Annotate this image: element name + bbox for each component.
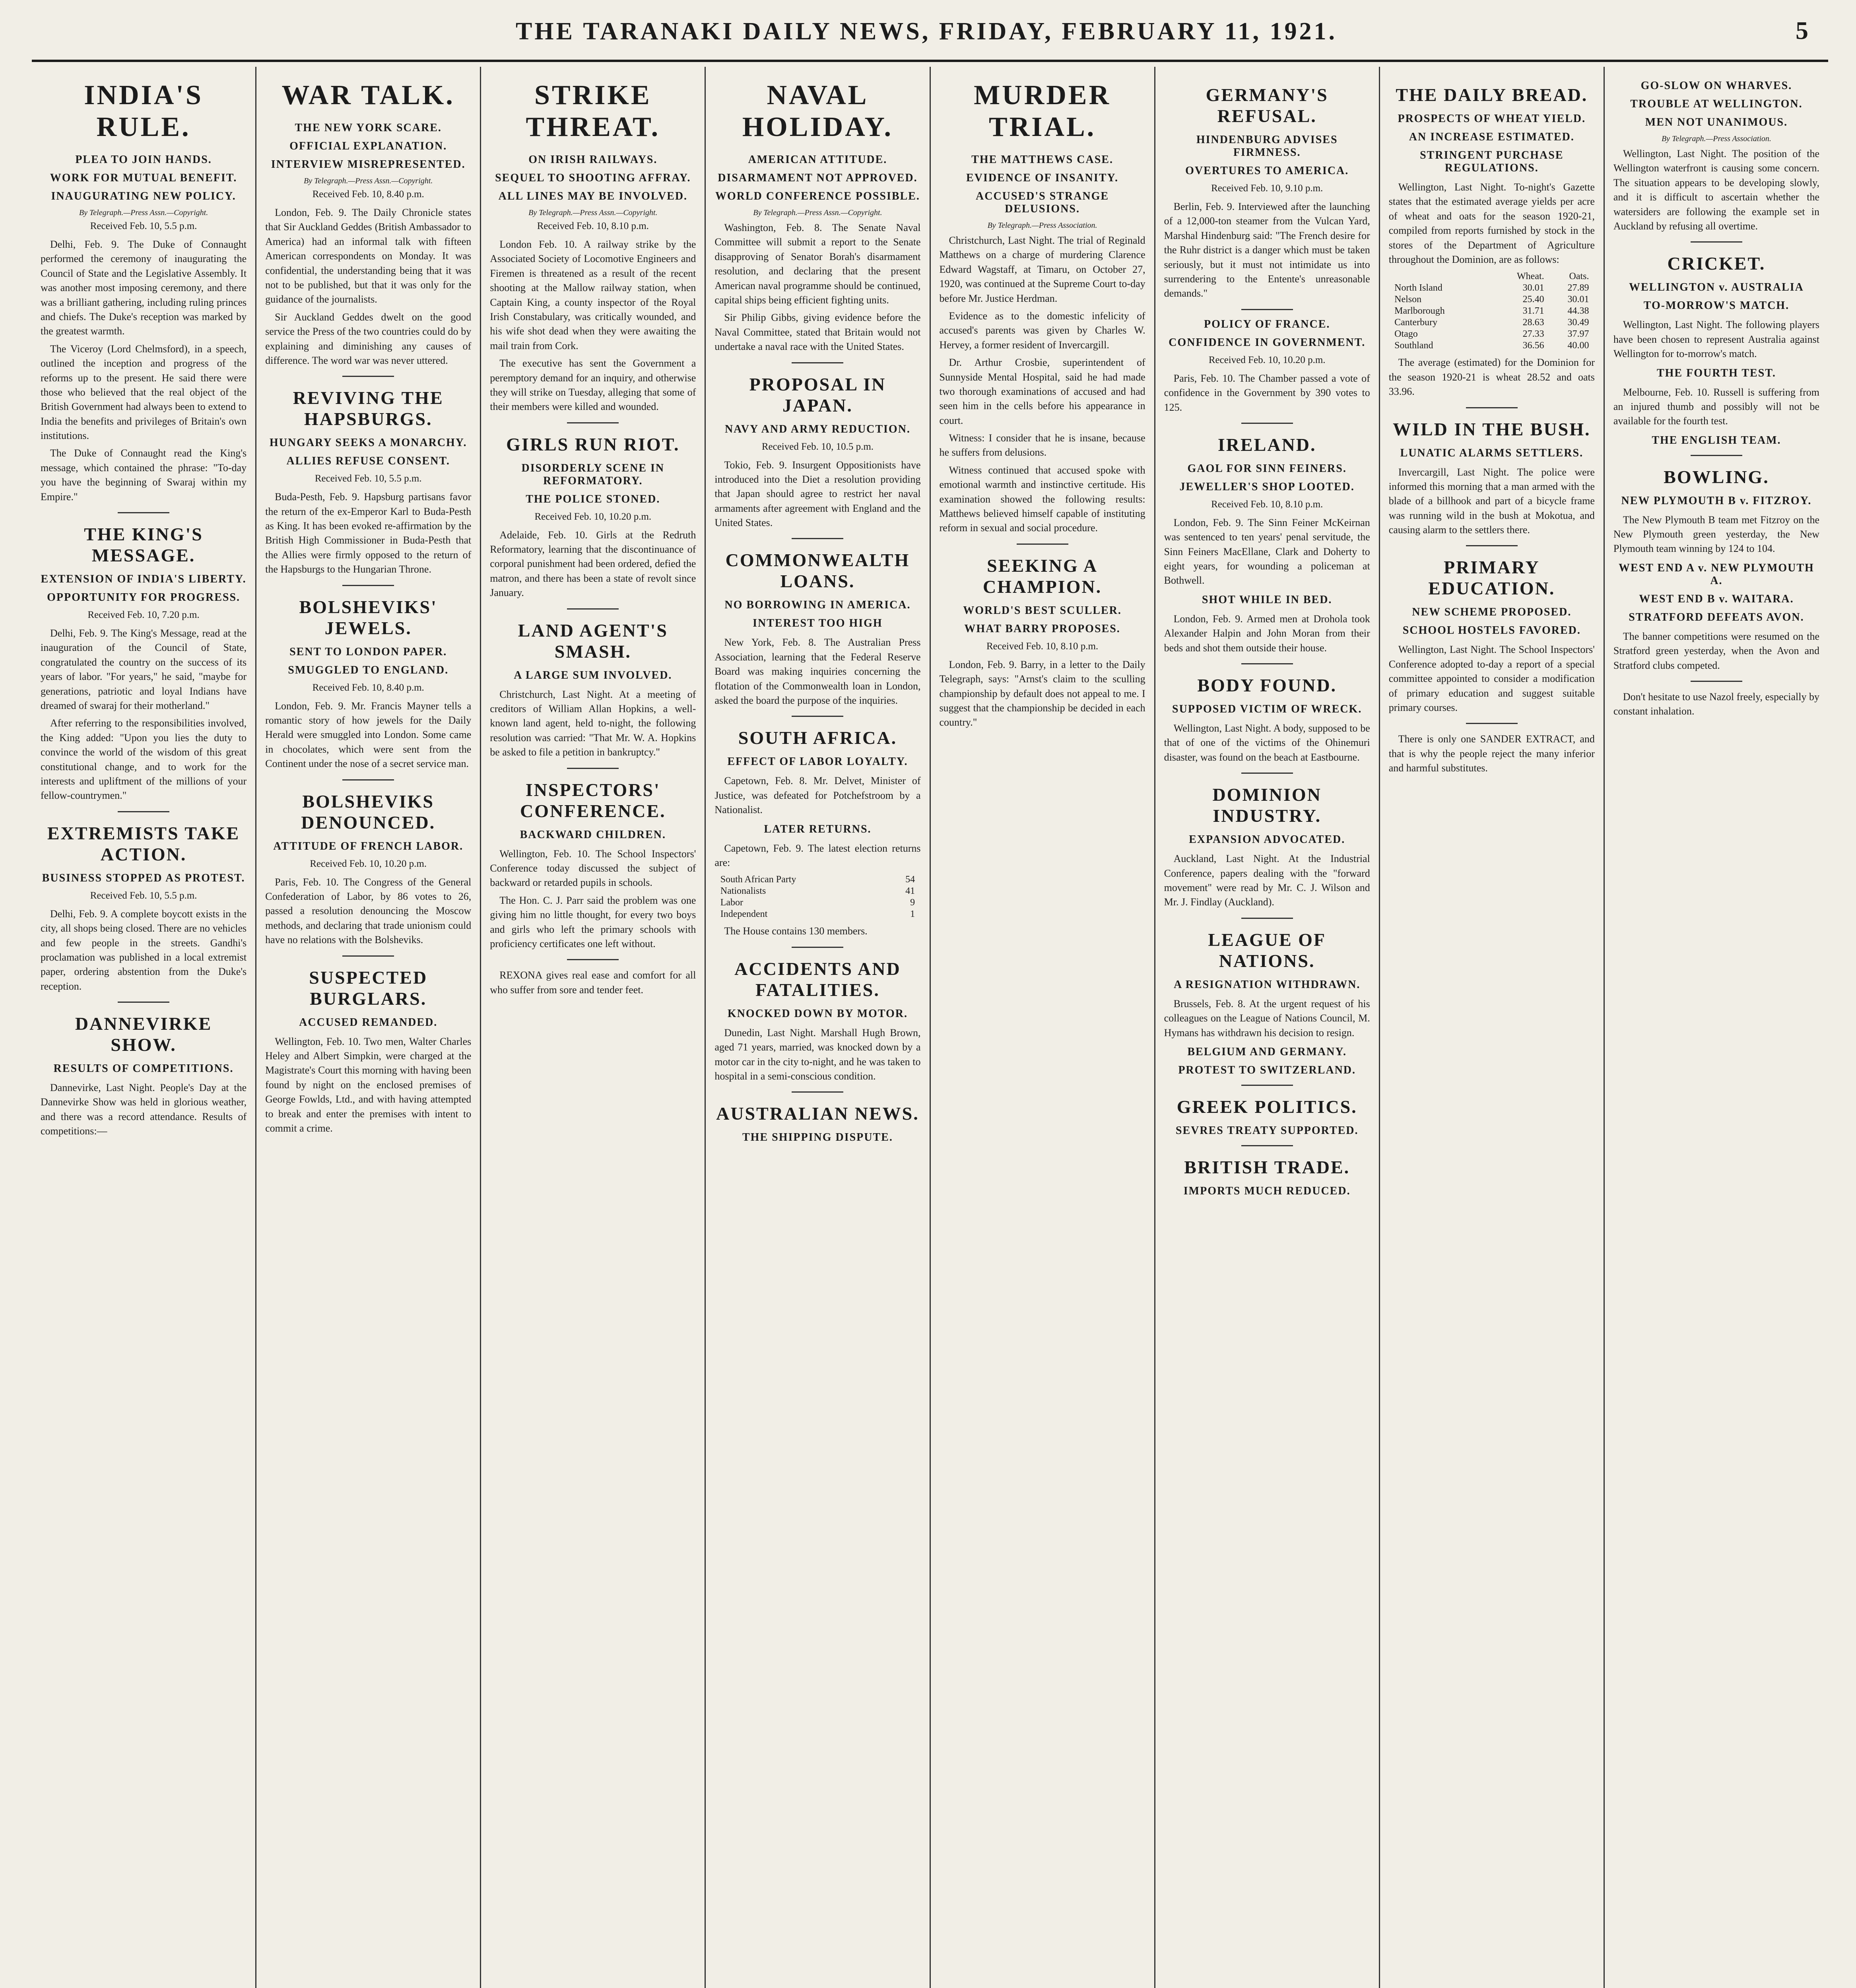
received-time: Received Feb. 10, 9.10 p.m. [1211, 183, 1323, 194]
headline: ALL LINES MAY BE INVOLVED. [498, 190, 688, 202]
headline: DISARMAMENT NOT APPROVED. [718, 172, 918, 184]
headline: NEW SCHEME PROPOSED. [1412, 606, 1572, 619]
headline: PROTEST TO SWITZERLAND. [1178, 1064, 1356, 1076]
party-name: Nationalists [720, 886, 766, 897]
headline: SENT TO LONDON PAPER. [289, 645, 447, 658]
masthead-title: THE TARANAKI DAILY NEWS, FRIDAY, FEBRUARY 11, 1921. [516, 18, 1337, 45]
separator [1241, 1145, 1293, 1146]
article-title: THE DAILY BREAD. [1396, 85, 1588, 105]
paragraph: Wellington, Feb. 10. Two men, Walter Charles Heley and Albert Simpkin, were charged at the Magistrate's Court this morning with having been found by night on the enclosed premises of George Fowlds, Ltd., and with having attempted to break and enter the premises with intent to commit a crime. [265, 1035, 472, 1134]
election-returns-table [719, 874, 916, 920]
paragraph: The executive has sent the Government a peremptory demand for an inquiry, and otherwise they will strike on Tuesday, alleging that some of their members were killed and wounded. [490, 357, 696, 413]
newspaper-columns [32, 67, 1828, 1988]
headline: THE FOURTH TEST. [1656, 367, 1776, 379]
article-title: INSPECTORS' CONFERENCE. [520, 779, 666, 821]
article-title: SEEKING A CHAMPION. [982, 555, 1102, 597]
byline: By Telegraph.—Press Assn.—Copyright. [753, 208, 882, 217]
headline: SHOT WHILE IN BED. [1202, 593, 1332, 606]
headline: NEW PLYMOUTH B v. FITZROY. [1621, 494, 1812, 507]
advertisement: REXONA gives real ease and comfort for all who suffer from sore and tender feet. [490, 969, 696, 996]
received-time: Received Feb. 10, 8.40 p.m. [312, 682, 424, 693]
paragraph: Auckland, Last Night. At the Industrial Conference, papers dealing with the "forward movement" were read by Mr. C. J. Wilson and Mr. J. Findlay (Auckland). [1164, 853, 1370, 908]
wheat-value: 28.63 [1522, 317, 1544, 328]
paragraph: Buda-Pesth, Feb. 9. Hapsburg partisans favor the return of the ex-Emperor Karl to Buda-Pesth as King. It has been evoked re-affirmation by the British High Commissioner in Buda-Pesth that the Allies were firmly opposed to the return of the Hapsburgs to the Hungarian Throne. [265, 491, 472, 575]
article-title: WILD IN THE BUSH. [1393, 419, 1591, 439]
article-title: MURDER TRIAL. [974, 80, 1111, 142]
separator [792, 947, 843, 948]
headline: EFFECT OF LABOR LOYALTY. [727, 755, 908, 768]
table-row [719, 897, 916, 909]
headline: MEN NOT UNANIMOUS. [1645, 116, 1788, 128]
separator [792, 716, 843, 717]
table-row [1393, 328, 1590, 340]
paragraph: New York, Feb. 8. The Australian Press Association, learning that the Federal Reserve Board was making inquiries concerning the flotation of the Commonwealth loan in London, asked the board the purpose of the inquiries. [714, 637, 921, 707]
headline: BACKWARD CHILDREN. [520, 828, 666, 841]
article-title: REVIVING THE HAPSBURGS. [293, 388, 444, 429]
received-time: Received Feb. 10, 8.40 p.m. [312, 189, 424, 200]
separator [1241, 663, 1293, 664]
wheat-value: 25.40 [1522, 294, 1544, 305]
paragraph: The average (estimated) for the Dominion for the season 1920-21 is wheat 28.52 and oats 33.96. [1388, 357, 1595, 398]
article-title: BOWLING. [1664, 466, 1769, 487]
separator [1691, 681, 1742, 682]
column-5 [931, 67, 1155, 1988]
headline: HINDENBURG ADVISES FIRMNESS. [1196, 134, 1338, 159]
district-name: North Island [1394, 283, 1442, 293]
article-title: AUSTRALIAN NEWS. [716, 1103, 919, 1124]
headline: NAVY AND ARMY REDUCTION. [724, 423, 911, 435]
article-title: LEAGUE OF NATIONS. [1208, 929, 1326, 971]
separator [118, 1002, 169, 1003]
paragraph: Capetown, Feb. 9. The latest election returns are: [714, 842, 921, 868]
district-name: Marlborough [1394, 306, 1445, 316]
paragraph: London, Feb. 9. The Sinn Feiner McKeirnan was sentenced to ten years' penal servitude, the Sinn Feiners MacEllane, Clark and Doherty to eight years, for wounding a policeman at Bothwell. [1164, 516, 1370, 586]
headline: THE ENGLISH TEAM. [1652, 434, 1781, 447]
received-time: Received Feb. 10, 5.5 p.m. [90, 221, 197, 231]
headline: SEQUEL TO SHOOTING AFFRAY. [495, 172, 691, 184]
headline: TO-MORROW'S MATCH. [1643, 299, 1790, 312]
received-time: Received Feb. 10, 10.20 p.m. [534, 511, 652, 522]
paragraph: Paris, Feb. 10. The Congress of the General Confederation of Labor, by 86 votes to 26, passed a resolution denouncing the Moscow methods, and declaring that trade unionism could have no relations with the Bolsheviks. [265, 876, 472, 946]
received-time: Received Feb. 10, 5.5 p.m. [315, 473, 422, 484]
article-title: STRIKE THREAT. [526, 80, 660, 142]
table-row [719, 885, 916, 897]
received-time: Received Feb. 10, 10.5 p.m. [761, 441, 874, 452]
headline: INTEREST TOO HIGH [753, 617, 883, 630]
paragraph: The Viceroy (Lord Chelmsford), in a speech, outlined the inception and progress of the reforms up to the present. He said there were those who believed that the real object of the British Government had always been to extend to India the benefits and privileges of Britain's own institutions. [41, 343, 247, 442]
column-4 [706, 67, 930, 1988]
separator [342, 376, 394, 377]
paragraph: Wellington, Last Night. The School Inspectors' Conference adopted to-day a report of a special committee appointed to consider a modification of primary education and suggest suitable primary courses. [1388, 644, 1595, 714]
article-title: PRIMARY EDUCATION. [1428, 557, 1555, 599]
received-time: Received Feb. 10, 10.20 p.m. [310, 858, 427, 869]
column-6 [1155, 67, 1380, 1988]
article-title: NAVAL HOLIDAY. [742, 80, 893, 142]
article-title: PROPOSAL IN JAPAN. [749, 374, 886, 415]
advertisement: There is only one SANDER EXTRACT, and that is why the people reject the many inferior and harmful substitutes. [1388, 733, 1595, 774]
headline: INTERVIEW MISREPRESENTED. [271, 158, 466, 171]
headline: A RESIGNATION WITHDRAWN. [1173, 978, 1361, 991]
article-title: BOLSHEVIKS' JEWELS. [299, 596, 437, 638]
headline: THE POLICE STONED. [526, 493, 660, 505]
headline: THE SHIPPING DISPUTE. [742, 1131, 893, 1144]
headline: CONFIDENCE IN GOVERNMENT. [1169, 336, 1366, 349]
wheat-yield-table [1393, 271, 1590, 351]
wheat-value: 30.01 [1522, 283, 1544, 293]
wheat-value: 36.56 [1522, 340, 1544, 351]
headline: OPPORTUNITY FOR PROGRESS. [47, 591, 241, 604]
separator [567, 959, 619, 960]
headline: BUSINESS STOPPED AS PROTEST. [42, 872, 245, 884]
headline: WEST END A v. NEW PLYMOUTH A. [1619, 561, 1814, 587]
paragraph: London, Feb. 9. Armed men at Drohola took Alexander Halpin and John Moran from their beds and shot them outside their house. [1164, 613, 1370, 654]
separator [342, 779, 394, 780]
paragraph: Berlin, Feb. 9. Interviewed after the launching of a 12,000-ton steamer from the Vulcan Yard, Marshal Hindenburg said: "The French desire for the Ruhr district is a danger which must be taken seriously, but it must not intimidate us into surrendering to the Entente's unreasonable demands." [1164, 201, 1370, 299]
byline: By Telegraph.—Press Assn.—Copyright. [528, 208, 658, 217]
article-title: BODY FOUND. [1197, 675, 1337, 696]
column-1 [32, 67, 256, 1988]
paragraph: Delhi, Feb. 9. A complete boycott exists in the city, all shops being closed. There are no vehicles and few people in the streets. Gandhi's proclamation was published in a local extremist paper, ordering abstention from the Duke's reception. [41, 908, 247, 992]
article-title: GIRLS RUN RIOT. [506, 434, 680, 454]
column-7 [1380, 67, 1605, 1988]
byline: By Telegraph.—Press Assn.—Copyright. [304, 177, 433, 185]
oats-value: 44.38 [1567, 306, 1589, 316]
byline: By Telegraph.—Press Association. [1661, 134, 1771, 143]
headline: WORK FOR MUTUAL BENEFIT. [50, 172, 237, 184]
paragraph: The Duke of Connaught read the King's message, which contained the phrase: "To-day you have the beginning of Swaraj within my Empire." [41, 447, 247, 503]
article-title: SUSPECTED BURGLARS. [309, 967, 428, 1009]
oats-value: 30.49 [1567, 317, 1589, 328]
headline: ALLIES REFUSE CONSENT. [286, 455, 450, 468]
headline: THE MATTHEWS CASE. [971, 153, 1113, 166]
headline: A LARGE SUM INVOLVED. [514, 669, 672, 681]
paragraph: Wellington, Last Night. The following players have been chosen to represent Australia against Wellington for to-morrow's match. [1613, 319, 1819, 360]
paragraph: Evidence as to the domestic infelicity of accused's parents was given by Charles W. Hervey, a former resident of Invercargill. [939, 310, 1145, 351]
article-title: BRITISH TRADE. [1184, 1157, 1350, 1177]
headline: DISORDERLY SCENE IN REFORMATORY. [521, 462, 665, 487]
headline: ON IRISH RAILWAYS. [528, 153, 658, 166]
wheat-value: 31.71 [1522, 306, 1544, 316]
oats-value: 27.89 [1567, 283, 1589, 293]
paragraph: Witness continued that accused spoke with emotional warmth and instinctive certitude. His examination showed the following results: Matthews believed himself capable of instituting reform in sexual and social procedure. [939, 464, 1145, 534]
headline: PROSPECTS OF WHEAT YIELD. [1398, 113, 1586, 125]
paragraph: Wellington, Feb. 10. The School Inspectors' Conference today discussed the subject of backward or retarded pupils in schools. [490, 848, 696, 889]
wheat-value: 27.33 [1522, 329, 1544, 340]
paragraph: London, Feb. 9. Mr. Francis Mayner tells a romantic story of how jewels for the Daily Herald were smuggled into London. Some came in chocolates, which were sent from the Continent under the nose of a secret service man. [265, 700, 472, 770]
headline: RESULTS OF COMPETITIONS. [53, 1062, 234, 1075]
district-name: Otago [1394, 329, 1418, 340]
article-title: DANNEVIRKE SHOW. [75, 1013, 212, 1055]
column-header [1393, 271, 1490, 282]
paragraph: London Feb. 10. A railway strike by the Associated Society of Locomotive Engineers and Firemen is threatened as a result of the recent shooting at the Mallow railway station, when Captain King, a county inspector of the Royal Irish Constabulary, was critically wounded, and his wife shot dead when they were awaiting the mail train from Cork. [490, 239, 696, 351]
separator [1241, 773, 1293, 774]
headline: OVERTURES TO AMERICA. [1185, 165, 1349, 177]
headline: AMERICAN ATTITUDE. [748, 153, 887, 166]
headline: STRINGENT PURCHASE REGULATIONS. [1420, 149, 1564, 174]
separator [567, 768, 619, 769]
paragraph: Witness: I consider that he is insane, because he suffers from delusions. [939, 432, 1145, 458]
headline: ATTITUDE OF FRENCH LABOR. [273, 840, 464, 852]
headline: KNOCKED DOWN BY MOTOR. [727, 1007, 908, 1020]
article-title: BOLSHEVIKS DENOUNCED. [301, 791, 436, 833]
paragraph: Delhi, Feb. 9. The Duke of Connaught performed the ceremony of inaugurating the Council of State and the Legislative Assembly. It was another most imposing ceremony, and there was a brilliant gathering, including ruling princes and chiefs. The Duke's reception was marked by the greatest warmth. [41, 239, 247, 337]
headline: SMUGGLED TO ENGLAND. [288, 664, 449, 676]
separator [1241, 423, 1293, 424]
paragraph: Adelaide, Feb. 10. Girls at the Redruth Reformatory, learning that the discontinuance of corporal punishment had been ordered, defied the matron, and there has been a state of revolt since January. [490, 529, 696, 599]
article-title: ACCIDENTS AND FATALITIES. [734, 958, 901, 1000]
paragraph: After referring to the responsibilities involved, the King added: "Upon you lies the duty to convince the world of the wisdom of this great constitutional change, and to work for the interests and upliftment of the millions of your fellow-countrymen." [41, 717, 247, 802]
paragraph: The banner competitions were resumed on the Stratford green yesterday, when the Avon and Stratford clubs competed. [1613, 630, 1819, 671]
headline: IMPORTS MUCH REDUCED. [1183, 1184, 1351, 1197]
district-name: Canterbury [1394, 317, 1438, 328]
paragraph: Sir Philip Gibbs, giving evidence before the Naval Committee, stated that Britain would not undertake a naval race with the United States. [714, 312, 921, 353]
headline: WELLINGTON v. AUSTRALIA [1629, 281, 1804, 294]
headline: SUPPOSED VICTIM OF WRECK. [1172, 703, 1362, 716]
article-title: GO-SLOW ON WHARVES. [1641, 80, 1792, 92]
separator [1017, 544, 1068, 545]
headline: LATER RETURNS. [764, 823, 872, 835]
headline: WEST END B v. WAITARA. [1639, 592, 1794, 605]
headline: ACCUSED REMANDED. [299, 1016, 438, 1029]
paragraph: Invercargill, Last Night. The police were informed this morning that a man armed with the blade of a billhook and part of a bicycle frame was running wild in the bush at Mokotua, and causing alarm to the settlers there. [1388, 466, 1595, 536]
headline: BELGIUM AND GERMANY. [1187, 1045, 1347, 1058]
separator [1241, 918, 1293, 919]
article-title: GERMANY'S REFUSAL. [1206, 85, 1328, 126]
headline: EXPANSION ADVOCATED. [1189, 833, 1345, 846]
paragraph: Dannevirke, Last Night. People's Day at the Dannevirke Show was held in glorious weather, and there was a record attendance. Results of competitions:— [41, 1082, 247, 1137]
article-title: GREEK POLITICS. [1177, 1096, 1357, 1117]
article-title: SOUTH AFRICA. [738, 728, 897, 748]
headline: EVIDENCE OF INSANITY. [966, 172, 1119, 184]
seat-count: 41 [905, 886, 915, 897]
table-row [719, 874, 916, 885]
headline: SEVRES TREATY SUPPORTED. [1175, 1124, 1359, 1137]
table-row [1393, 305, 1590, 317]
page-number: 5 [1796, 16, 1808, 45]
table-row [1393, 282, 1590, 294]
headline: WORLD'S BEST SCULLER. [963, 604, 1122, 617]
separator [1241, 309, 1293, 310]
column-3 [481, 67, 706, 1988]
paragraph: Wellington, Last Night. To-night's Gazette states that the estimated average yields per acre of wheat and oats for the season 1920-21, compiled from reports furnished by stock in the stores of the Department of Agriculture throughout the Dominion, are as follows: [1388, 181, 1595, 265]
separator [792, 362, 843, 363]
article-title: WAR TALK. [282, 80, 455, 111]
headline: POLICY OF FRANCE. [1204, 318, 1330, 330]
headline: ACCUSED'S STRANGE DELUSIONS. [976, 190, 1109, 215]
separator [1466, 723, 1518, 724]
paragraph: London, Feb. 9. The Daily Chronicle states that Sir Auckland Geddes (British Ambassador to America) had an informal talk with fifteen American correspondents on Monday. It was confidential, the understanding being that it was not to be published, but that it was only for the guidance of the journalists. [265, 207, 472, 305]
separator [1466, 545, 1518, 546]
paragraph: Sir Auckland Geddes dwelt on the good service the Press of the two countries could do by explaining and diminishing any causes of difference. The word war was never uttered. [265, 311, 472, 366]
paragraph: Paris, Feb. 10. The Chamber passed a vote of confidence in the Government by 390 votes to 125. [1164, 372, 1370, 413]
headline: HUNGARY SEEKS A MONARCHY. [269, 437, 467, 449]
headline: LUNATIC ALARMS SETTLERS. [1400, 447, 1584, 459]
headline: AN INCREASE ESTIMATED. [1409, 131, 1574, 143]
article-title: DOMINION INDUSTRY. [1212, 784, 1322, 826]
article-title: COMMONWEALTH LOANS. [725, 550, 910, 592]
headline: INAUGURATING NEW POLICY. [51, 190, 236, 202]
table-row [1393, 294, 1590, 305]
received-time: Received Feb. 10, 10.20 p.m. [1208, 354, 1326, 365]
party-name: Independent [720, 909, 768, 920]
separator [118, 811, 169, 812]
headline: JEWELLER'S SHOP LOOTED. [1179, 480, 1355, 493]
headline: WHAT BARRY PROPOSES. [964, 622, 1120, 635]
headline: TROUBLE AT WELLINGTON. [1630, 98, 1803, 110]
separator [567, 422, 619, 423]
separator [1691, 455, 1742, 456]
seat-count: 54 [905, 874, 915, 885]
column-8 [1605, 67, 1828, 1988]
received-time: Received Feb. 10, 8.10 p.m. [1211, 499, 1323, 510]
district-name: Nelson [1394, 294, 1422, 305]
masthead [0, 0, 1856, 60]
advertisement: Don't hesitate to use Nazol freely, especially by constant inhalation. [1613, 691, 1819, 717]
column-header: Oats. [1569, 271, 1589, 282]
headline: OFFICIAL EXPLANATION. [289, 140, 447, 152]
paragraph: The Hon. C. J. Parr said the problem was one giving him no little thought, for every two boys and girls who left the primary schools with proficiency certificates one left without. [490, 894, 696, 949]
oats-value: 37.97 [1567, 329, 1589, 340]
received-time: Received Feb. 10, 7.20 p.m. [87, 610, 200, 621]
seat-count: 1 [910, 909, 915, 920]
table-row [719, 909, 916, 920]
article-title: IRELAND. [1217, 434, 1316, 455]
article-title: EXTREMISTS TAKE ACTION. [47, 823, 240, 864]
byline: By Telegraph.—Press Association. [987, 221, 1097, 230]
separator [792, 1091, 843, 1093]
table-header-row [1393, 271, 1590, 282]
masthead-rule [32, 60, 1828, 62]
headline: SCHOOL HOSTELS FAVORED. [1402, 624, 1581, 637]
separator [1466, 407, 1518, 408]
paragraph: Washington, Feb. 8. The Senate Naval Committee will submit a report to the Senate disapproving of Senator Borah's disarmament resolution, and declaring that the present American naval programme should be continued, capital ships being efficient fighting units. [714, 222, 921, 306]
party-name: Labor [720, 897, 744, 908]
article-title: THE KING'S MESSAGE. [84, 524, 203, 566]
paragraph: Delhi, Feb. 9. The King's Message, read at the inauguration of the Council of State, congratulated the country on the success of its years of labor. "For years," he said, "maybe for generations, patriotic and loyal Indians have dreamed of swaraj for their motherland." [41, 627, 247, 711]
received-time: Received Feb. 10, 8.10 p.m. [537, 221, 649, 231]
paragraph: Capetown, Feb. 8. Mr. Delvet, Minister of Justice, was defeated for Potchefstroom by a Nationalist. [714, 775, 921, 816]
paragraph: Wellington, Last Night. A body, supposed to be that of one of the victims of the Ohinemuri disaster, was found on the beach at Eastbourne. [1164, 722, 1370, 763]
oats-value: 30.01 [1567, 294, 1589, 305]
headline: PLEA TO JOIN HANDS. [75, 153, 212, 166]
table-row [1393, 317, 1590, 328]
article-title: INDIA'S RULE. [84, 80, 203, 142]
headline: WORLD CONFERENCE POSSIBLE. [715, 190, 920, 202]
separator [118, 512, 169, 513]
headline: NO BORROWING IN AMERICA. [724, 599, 911, 612]
column-header: Wheat. [1517, 271, 1544, 282]
table-row [1393, 340, 1590, 351]
paragraph: Wellington, Last Night. The position of the Wellington waterfront is causing some concern. The situation appears to be developing slowly, and it is difficult to ascertain whether the watersiders are following the example set in Auckland by refusing all overtime. [1613, 148, 1819, 232]
headline: EXTENSION OF INDIA'S LIBERTY. [41, 573, 247, 586]
headline: THE NEW YORK SCARE. [295, 122, 442, 134]
received-time: Received Feb. 10, 5.5 p.m. [90, 890, 197, 901]
paragraph: Brussels, Feb. 8. At the urgent request of his colleagues on the League of Nations Council, M. Hymans has withdrawn his decision to resign. [1164, 998, 1370, 1039]
separator [792, 538, 843, 539]
seat-count: 9 [910, 897, 915, 908]
byline: By Telegraph.—Press Assn.—Copyright. [79, 208, 208, 217]
paragraph: Dunedin, Last Night. Marshall Hugh Brown, aged 71 years, married, was knocked down by a motor car in the city to-night, and he was taken to hospital in a semi-conscious condition. [714, 1027, 921, 1082]
paragraph: London, Feb. 9. Barry, in a letter to the Daily Telegraph, says: "Arnst's claim to the sculling championship by default does not appeal to me. I suggest that the championship be decided in each country." [939, 658, 1145, 728]
district-name: Southland [1394, 340, 1433, 351]
article-title: CRICKET. [1667, 253, 1766, 274]
column-2 [256, 67, 481, 1988]
paragraph: Dr. Arthur Crosbie, superintendent of Sunnyside Mental Hospital, said he had made two thorough examinations of accused and had seen him in the cells before his appearance in court. [939, 357, 1145, 426]
separator [342, 585, 394, 586]
oats-value: 40.00 [1567, 340, 1589, 351]
headline: GAOL FOR SINN FEINERS. [1187, 462, 1347, 475]
separator [1691, 241, 1742, 243]
separator [1241, 1085, 1293, 1086]
paragraph: The House contains 130 members. [724, 925, 868, 937]
received-time: Received Feb. 10, 8.10 p.m. [986, 641, 1099, 652]
headline: STRATFORD DEFEATS AVON. [1629, 611, 1804, 623]
paragraph: Christchurch, Last Night. The trial of Reginald Matthews on a charge of murdering Clarence Edward Wagstaff, at Timaru, on October 27, 1920, was continued at the Supreme Court to-day before Mr. Justice Herdman. [939, 235, 1145, 304]
paragraph: The New Plymouth B team met Fitzroy on the New Plymouth green yesterday, the New Plymouth team winning by 124 to 104. [1613, 514, 1819, 555]
separator [567, 608, 619, 610]
paragraph: Melbourne, Feb. 10. Russell is suffering from an injured thumb and possibly will not be available for the fourth test. [1613, 386, 1819, 427]
separator [342, 955, 394, 957]
article-title: LAND AGENT'S SMASH. [518, 620, 668, 662]
party-name: South African Party [720, 874, 796, 885]
paragraph: Tokio, Feb. 9. Insurgent Oppositionists have introduced into the Diet a resolution providing that Japan should agree to restrict her naval armaments after agreement with England and the United States. [714, 459, 921, 529]
paragraph: Christchurch, Last Night. At a meeting of creditors of William Allan Hopkins, a well-known land agent, held to-night, the following resolution was carried: "That Mr. W. A. Hopkins be asked to file a petition in bankruptcy." [490, 688, 696, 758]
